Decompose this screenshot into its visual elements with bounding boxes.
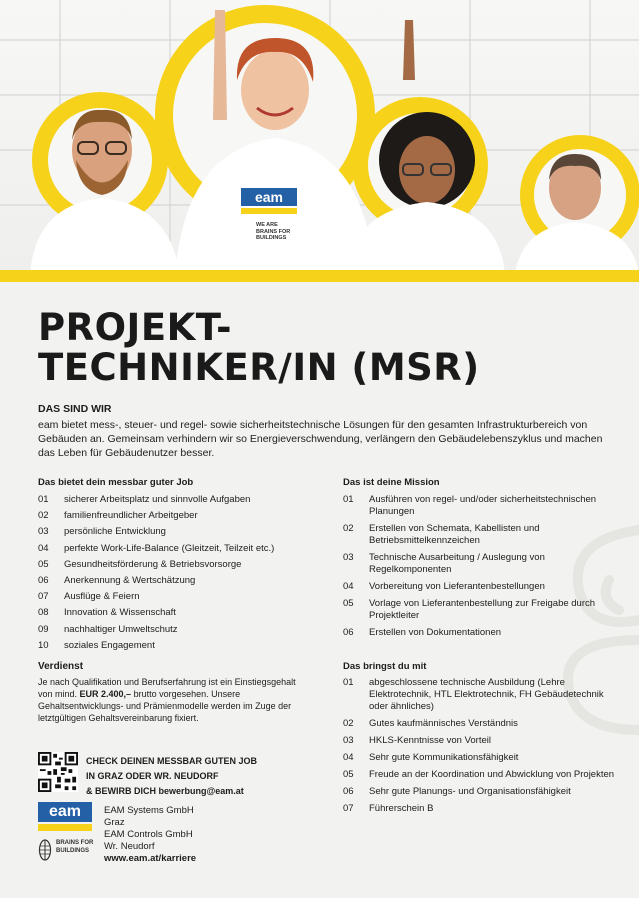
list-item	[343, 718, 619, 730]
cta-line-3: & BEWIRB DICH bewerbung@eam.at	[86, 786, 244, 796]
list-item-text: HKLS-Kenntnisse von Vorteil	[369, 735, 491, 746]
list-item-number: 07	[38, 591, 49, 603]
offer-heading: Das bietet dein messbar guter Job	[38, 477, 194, 488]
salary-heading: Verdienst	[38, 661, 84, 672]
hero-image	[0, 0, 639, 300]
list-item-number: 10	[38, 639, 49, 651]
list-item-text: Erstellen von Schemata, Kabellisten und Betriebsmittelkennzeichen	[369, 523, 540, 546]
list-item-text: sicherer Arbeitsplatz und sinnvolle Aufgaben	[64, 494, 251, 505]
brain-icon	[38, 838, 52, 862]
cta-line-1: CHECK DEINEN MESSBAR GUTEN JOB	[86, 756, 258, 766]
list-item	[38, 559, 328, 571]
list-item	[343, 494, 619, 518]
list-item-number: 07	[343, 803, 354, 814]
list-item	[343, 769, 619, 781]
list-item	[38, 591, 328, 603]
list-item-text: familienfreundlicher Arbeitgeber	[64, 510, 198, 522]
list-item	[343, 523, 619, 547]
list-item-number: 08	[38, 607, 49, 619]
list-item	[343, 677, 619, 713]
shirt-logo-bar	[241, 208, 297, 214]
list-item	[343, 581, 619, 593]
list-item-number: 04	[343, 752, 354, 763]
list-item-text: Gutes kaufmännisches Verständnis	[369, 718, 518, 729]
footer-slogan: BRAINS FOR BUILDINGS	[56, 840, 94, 854]
list-item-text: Innovation & Wissenschaft	[64, 607, 176, 619]
list-item-number: 03	[343, 735, 354, 746]
eam-logo-bar	[38, 824, 92, 831]
list-item-text: Sehr gute Kommunikationsfähigkeit	[369, 752, 519, 763]
list-item-number: 06	[343, 786, 354, 797]
company-line-1: EAM Systems GmbH	[104, 805, 194, 816]
list-item	[38, 510, 328, 522]
list-item-number: 01	[343, 494, 354, 505]
list-item	[38, 526, 328, 538]
list-item-text: Ausflüge & Feiern	[64, 591, 140, 603]
mission-heading: Das ist deine Mission	[343, 477, 440, 488]
list-item	[38, 494, 328, 506]
shirt-slogan: WE ARE BRAINS FOR BUILDINGS	[256, 222, 291, 241]
company-info	[104, 805, 196, 865]
list-item	[343, 598, 619, 622]
company-line-2: Graz	[104, 817, 125, 828]
person-man-glasses	[30, 100, 180, 275]
title-line-2: TECHNIKER/IN (MSR)	[38, 346, 480, 389]
list-item	[343, 627, 619, 639]
list-item-text: perfekte Work-Life-Balance (Gleitzeit, Teilzeit etc.)	[64, 542, 275, 554]
mission-list	[343, 494, 619, 644]
page-title	[38, 308, 480, 388]
list-item-number: 09	[38, 623, 49, 635]
shirt-eam-logo: eam	[241, 188, 297, 206]
list-item-text: Freude an der Koordination und Abwicklung von Projekten	[369, 769, 615, 780]
list-item-number: 03	[38, 526, 49, 538]
salary-text: Je nach Qualifikation und Berufserfahrung ist ein Einstiegsgehalt von mind. EUR 2.400,– brutto vorgesehen. Unsere Gehaltsentwicklungs- und Prämienmodelle werden im Zuge der letztgültigen Gehaltsvereinbarung fixiert.	[38, 677, 296, 723]
list-item-text: nachhaltiger Umweltschutz	[64, 623, 178, 635]
list-item	[38, 607, 328, 619]
list-item-text: Sehr gute Planungs- und Organisationsfähigkeit	[369, 786, 571, 797]
eam-logo: eam	[38, 802, 92, 822]
list-item-number: 01	[38, 494, 49, 505]
person-man-right	[515, 140, 639, 275]
requirements-heading: Das bringst du mit	[343, 661, 427, 672]
list-item	[38, 575, 328, 587]
list-item-text: Erstellen von Dokumentationen	[369, 627, 502, 638]
list-item-text: abgeschlossene technische Ausbildung (Lehre Elektrotechnik, HTL Elektrotechnik, FH Gebäudetechnik oder ähnliches)	[369, 677, 604, 712]
list-item-number: 04	[38, 542, 49, 554]
cta-line-2: IN GRAZ ODER WR. NEUDORF	[86, 771, 219, 781]
list-item-text: Anerkennung & Wertschätzung	[64, 574, 196, 586]
list-item-text: Vorbereitung von Lieferantenbestellungen	[369, 581, 545, 592]
list-item-text: soziales Engagement	[64, 639, 155, 651]
careers-link[interactable]: www.eam.at/karriere	[104, 853, 197, 864]
list-item-text: Technische Ausarbeitung / Auslegung von Regelkomponenten	[369, 552, 545, 575]
list-item-number: 02	[343, 523, 354, 534]
intro-heading: DAS SIND WIR	[38, 403, 112, 415]
list-item-text: Vorlage von Lieferantenbestellung zur Freigabe durch Projektleiter	[369, 598, 596, 621]
list-item-number: 01	[343, 677, 354, 688]
list-item-text: Ausführen von regel- und/oder sicherheitstechnischen Planungen	[369, 494, 597, 517]
list-item-number: 05	[38, 558, 49, 570]
list-item	[343, 552, 619, 576]
list-item	[38, 624, 328, 636]
list-item	[38, 640, 328, 652]
list-item-number: 05	[343, 598, 354, 609]
list-item-number: 06	[343, 627, 354, 638]
list-item-number: 04	[343, 581, 354, 592]
list-item-number: 02	[343, 718, 354, 729]
list-item-number: 06	[38, 574, 49, 586]
salary-amount: EUR 2.400,–	[79, 689, 132, 699]
list-item-text: persönliche Entwicklung	[64, 526, 166, 538]
title-line-1: PROJEKT-	[38, 306, 232, 349]
requirements-list	[343, 677, 619, 820]
list-item	[343, 735, 619, 747]
company-line-3: EAM Controls GmbH	[104, 829, 193, 840]
qr-code[interactable]	[38, 752, 78, 792]
list-item	[343, 803, 619, 815]
list-item	[343, 752, 619, 764]
offer-list	[38, 494, 328, 656]
list-item-number: 05	[343, 769, 354, 780]
list-item	[343, 786, 619, 798]
list-item-number: 03	[343, 552, 354, 563]
hero-yellow-band	[0, 270, 639, 282]
company-line-4: Wr. Neudorf	[104, 841, 155, 852]
list-item-text: Führerschein B	[369, 803, 434, 814]
person-woman-curly	[345, 20, 505, 275]
list-item-text: Gesundheitsförderung & Betriebsvorsorge	[64, 558, 242, 570]
intro-text: eam bietet mess-, steuer- und regel- sowie sicherheitstechnische Lösungen für den gesamten Infrastrukturbereich von Gebäuden an. Gemeinsam verhindern wir so Energieverschwendung, verlängern den Gebäudelebenszyklus und machen das Leben für Gebäudenutzer besser.	[38, 419, 603, 459]
call-to-action	[86, 754, 257, 799]
list-item	[38, 543, 328, 555]
list-item-number: 02	[38, 510, 49, 522]
